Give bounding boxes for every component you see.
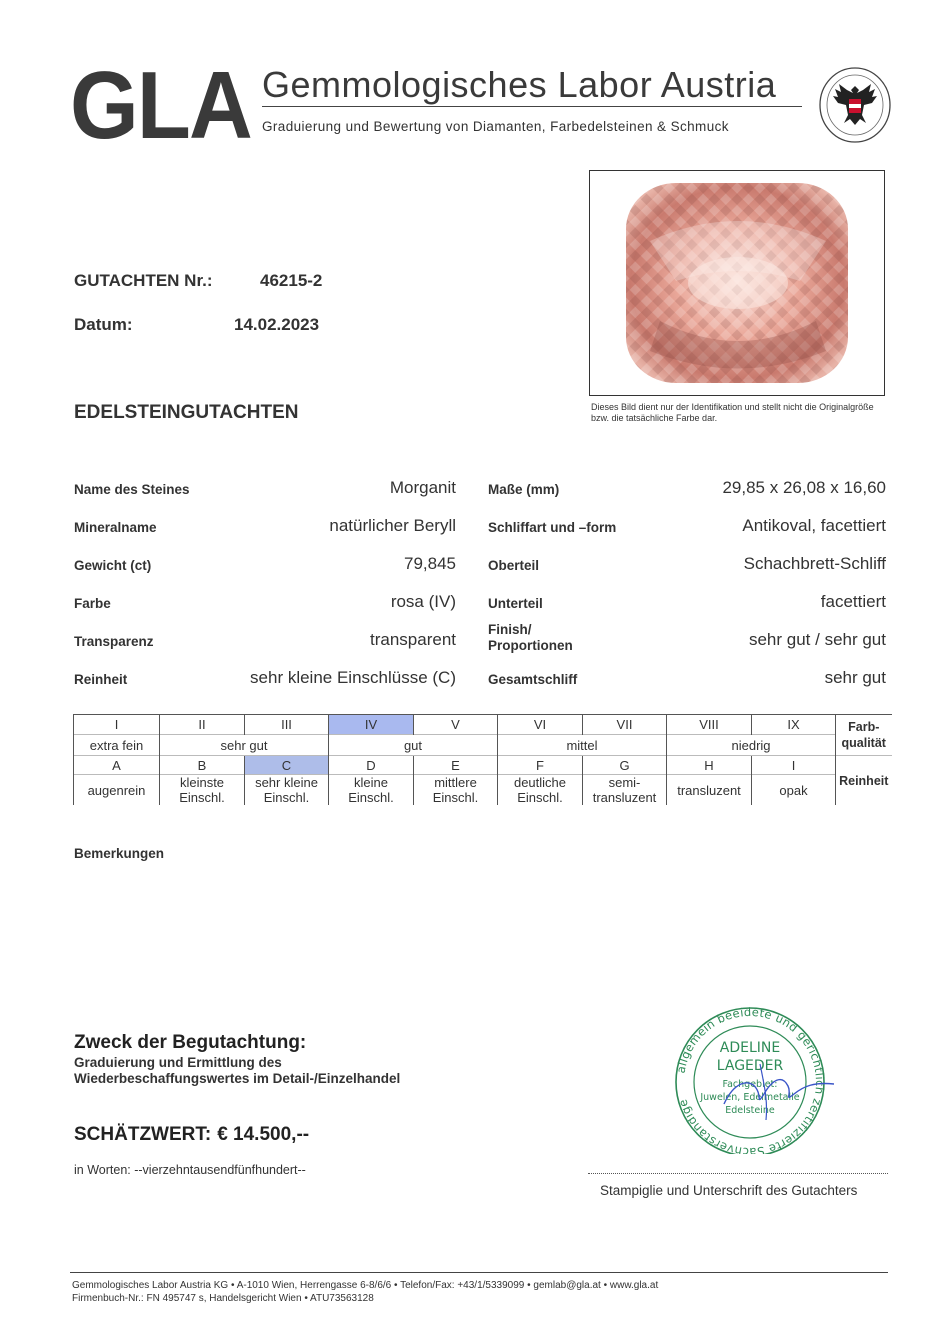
clarity-desc-cell	[74, 775, 160, 806]
clarity-grade-cell: H	[667, 756, 752, 775]
clarity-desc-cell	[752, 775, 836, 806]
stamp-field: Edelsteine	[725, 1105, 775, 1116]
color-quality-side-label	[836, 715, 892, 756]
photo-disclaimer: Dieses Bild dient nur der Identifikation und stellt nicht die Originalgröße bzw. die tatsächliche Farbe dar.	[591, 402, 874, 423]
footer-contact: Gemmologisches Labor Austria KG • A-1010 Wien, Herrengasse 6-8/6/6 • Telefon/Fax: +43/1/5339099 • gemlab@gla.at • www.gla.at	[72, 1280, 659, 1291]
detail-value: Morganit	[389, 478, 456, 497]
clarity-grade-cell-selected: C	[245, 756, 329, 775]
clarity-desc-line: opak	[779, 782, 808, 798]
clarity-desc-cell	[414, 775, 498, 806]
gemstone-photo	[589, 170, 885, 396]
valuation-label: SCHÄTZWERT:	[74, 1124, 212, 1145]
gla-logo: GLA	[70, 52, 251, 159]
detail-value: 79,845	[404, 554, 456, 573]
clarity-desc-line: Einschl.	[348, 790, 394, 805]
footer-divider	[70, 1272, 888, 1273]
clarity-desc-line: semi-	[608, 775, 641, 790]
header-divider	[262, 106, 802, 107]
signature-label: Stampiglie und Unterschrift des Gutachters	[600, 1183, 858, 1198]
detail-label-right: Finish/ Proportionen	[488, 622, 573, 653]
color-grade-cell: II	[160, 715, 245, 735]
clarity-desc-line: Einschl.	[263, 790, 310, 805]
remarks-label: Bemerkungen	[74, 846, 165, 861]
purpose-line: Wiederbeschaffungswertes im Detail-/Einzelhandel	[74, 1071, 401, 1086]
clarity-desc-row	[74, 775, 892, 806]
clarity-grade-cell: F	[498, 756, 583, 775]
color-group-cell: sehr gut	[160, 735, 329, 756]
clarity-grade-cell: G	[583, 756, 667, 775]
clarity-desc-line: deutliche	[513, 775, 567, 790]
signature-line	[588, 1173, 888, 1174]
lab-subtitle: Graduierung und Bewertung von Diamanten, Farbedelsteinen & Schmuck	[262, 119, 729, 134]
stamp-field: Fachgebiet:	[722, 1079, 778, 1090]
color-group-cell: niedrig	[667, 735, 836, 756]
detail-row	[74, 666, 886, 694]
clarity-desc-line: sehr kleine	[255, 775, 318, 790]
clarity-desc-line: Einschl.	[517, 790, 563, 805]
stamp-name: LAGEDER	[716, 1058, 784, 1074]
clarity-grade-cell: B	[160, 756, 245, 775]
stamp-name: ADELINE	[719, 1040, 781, 1056]
clarity-desc-cell	[245, 775, 329, 806]
color-quality-line: Farb-	[848, 720, 880, 734]
detail-row	[74, 476, 886, 504]
color-grade-cell: V	[414, 715, 498, 735]
color-group-cell: extra fein	[74, 735, 160, 756]
clarity-desc-cell	[583, 775, 667, 806]
color-grade-cell: VI	[498, 715, 583, 735]
grading-table	[73, 714, 892, 805]
clarity-desc-line: kleine	[354, 775, 388, 790]
clarity-desc-cell	[160, 775, 245, 806]
stamp-ring-text: allgemein beeidete und gerichtlich zertifizierte Sachverständige	[673, 1004, 828, 1154]
detail-value: transparent	[370, 630, 456, 649]
detail-value-right: facettiert	[820, 592, 886, 611]
color-grade-cell: III	[245, 715, 329, 735]
lab-name: Gemmologisches Labor Austria	[262, 64, 777, 105]
detail-value: natürlicher Beryll	[329, 516, 456, 535]
clarity-desc-line: transluzent	[592, 790, 657, 805]
valuation-in-words: in Worten: --vierzehntausendfünfhundert--	[74, 1163, 306, 1177]
valuation-amount: € 14.500,--	[217, 1124, 310, 1145]
color-grade-cell: VII	[583, 715, 667, 735]
clarity-grade-cell: A	[74, 756, 160, 775]
color-grade-cell: I	[74, 715, 160, 735]
clarity-desc-line: mittlere	[434, 775, 477, 790]
color-group-cell: gut	[329, 735, 498, 756]
document-title: EDELSTEINGUTACHTEN	[74, 402, 299, 423]
detail-value-right: 29,85 x 26,08 x 16,60	[722, 478, 886, 497]
detail-label-right: Maße (mm)	[488, 482, 560, 497]
clarity-desc-cell	[667, 775, 752, 806]
austrian-eagle-seal-icon	[818, 66, 892, 144]
date-label: Datum:	[74, 315, 133, 334]
detail-label-right: Oberteil	[488, 558, 540, 573]
purpose-line: Graduierung und Ermittlung des	[74, 1055, 282, 1070]
detail-value-right: Antikoval, facettiert	[742, 516, 886, 535]
valuation	[74, 1124, 309, 1146]
color-grade-cell: IX	[752, 715, 836, 735]
detail-label: Name des Steines	[74, 482, 190, 497]
detail-row	[74, 590, 886, 618]
stamp-field: Juwelen, Edelmetalle	[700, 1092, 800, 1103]
detail-label: Transparenz	[74, 634, 154, 649]
detail-row	[74, 622, 886, 656]
footer-registry: Firmenbuch-Nr.: FN 495747 s, Handelsgericht Wien • ATU73563128	[72, 1293, 374, 1304]
certificate-number: 46215-2	[260, 271, 323, 290]
detail-label: Farbe	[74, 596, 111, 611]
certificate-number-label: GUTACHTEN Nr.:	[74, 271, 213, 290]
clarity-grade-cell: E	[414, 756, 498, 775]
clarity-desc-line: Einschl.	[432, 790, 479, 805]
detail-label: Reinheit	[74, 672, 128, 687]
clarity-grade-cell: I	[752, 756, 836, 775]
clarity-desc-cell	[329, 775, 414, 806]
color-grade-row	[74, 715, 892, 735]
clarity-desc-line: augenrein	[87, 782, 146, 798]
clarity-side-label: Reinheit	[836, 756, 892, 806]
detail-value-right: Schachbrett-Schliff	[743, 554, 886, 573]
color-group-row	[74, 735, 892, 756]
detail-value-right: sehr gut / sehr gut	[748, 630, 886, 649]
detail-row	[74, 552, 886, 580]
detail-label: Gewicht (ct)	[74, 558, 152, 573]
color-grade-cell: VIII	[667, 715, 752, 735]
detail-label-right: Unterteil	[488, 596, 543, 611]
detail-label-right: Schliffart und –form	[488, 520, 617, 535]
detail-value: sehr kleine Einschlüsse (C)	[250, 668, 456, 687]
expert-stamp	[664, 1004, 834, 1154]
clarity-desc-line: transluzent	[677, 782, 741, 798]
purpose-title: Zweck der Begutachtung:	[74, 1032, 307, 1053]
color-quality-line: qualität	[841, 736, 886, 750]
clarity-desc-line: Einschl.	[179, 790, 225, 805]
detail-value: rosa (IV)	[390, 592, 456, 611]
clarity-grade-row	[74, 756, 892, 775]
clarity-desc-line: kleinste	[179, 775, 225, 790]
certificate-date: 14.02.2023	[234, 315, 320, 334]
detail-label: Mineralname	[74, 520, 157, 535]
color-grade-cell-selected: IV	[329, 715, 414, 735]
clarity-desc-cell	[498, 775, 583, 806]
detail-value-right: sehr gut	[824, 668, 886, 687]
detail-row	[74, 514, 886, 542]
clarity-grade-cell: D	[329, 756, 414, 775]
color-group-cell: mittel	[498, 735, 667, 756]
detail-label-right: Gesamtschliff	[488, 672, 578, 687]
